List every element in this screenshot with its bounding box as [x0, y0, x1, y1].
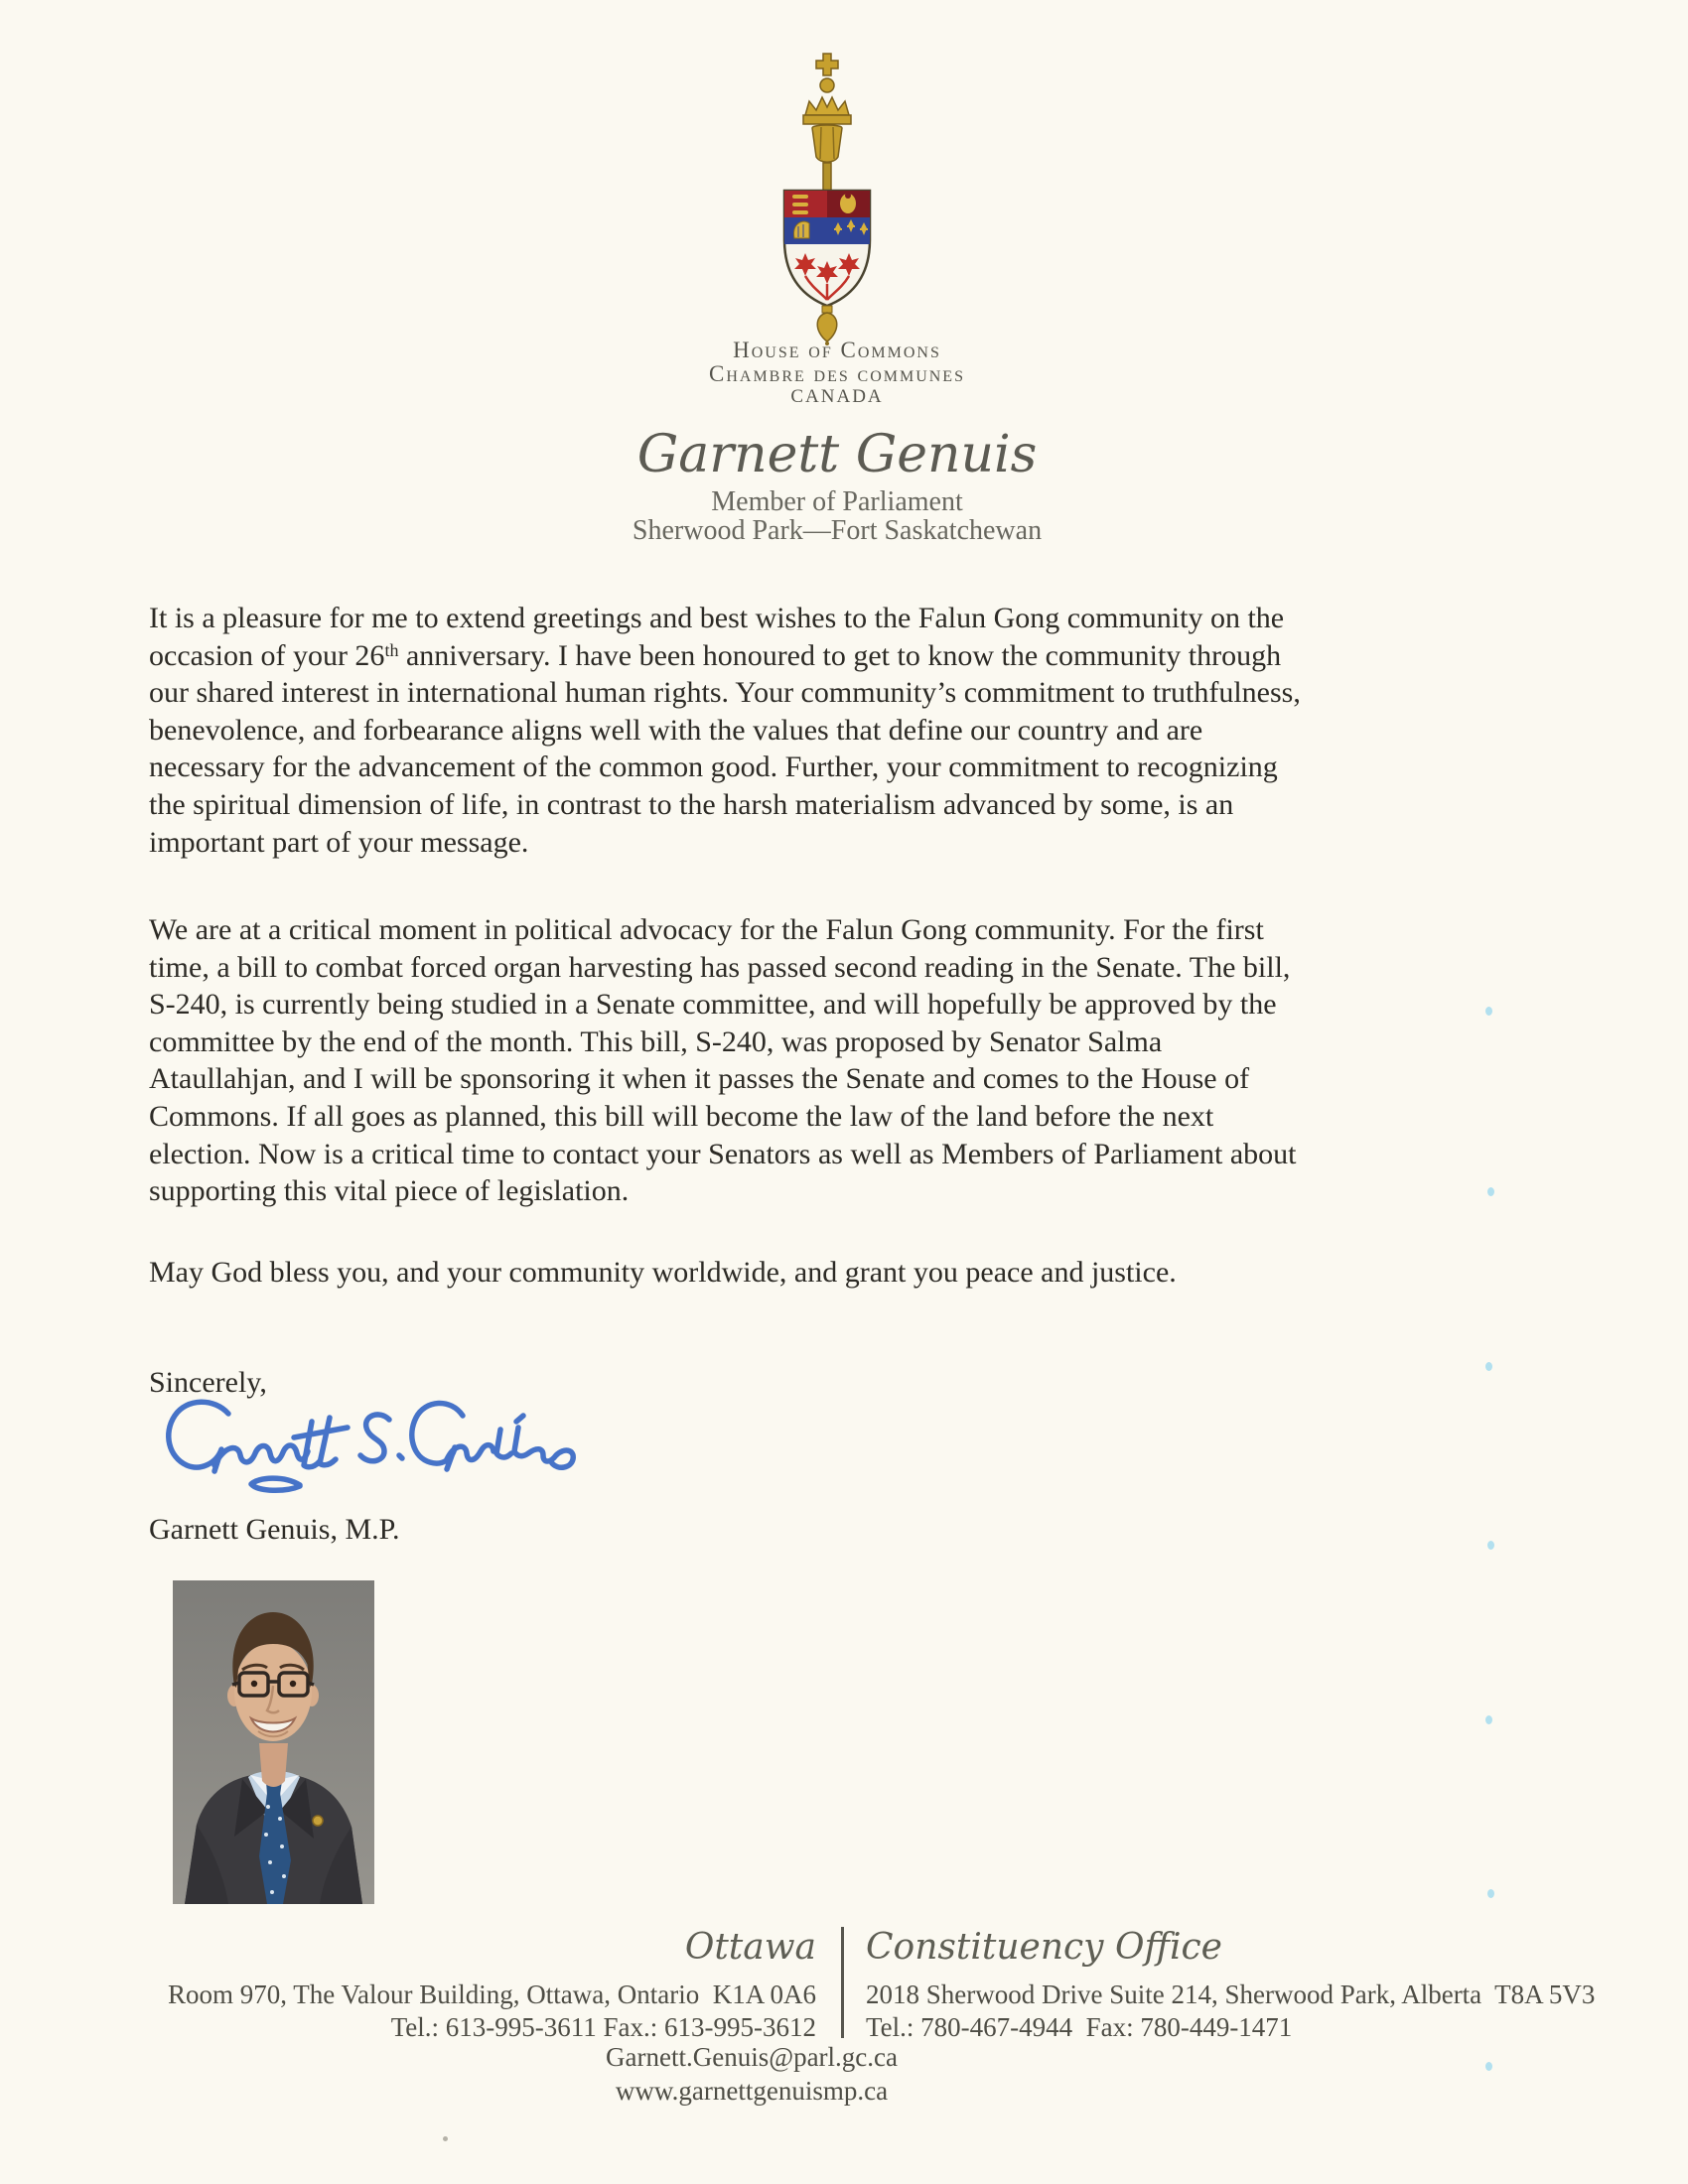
body-text-line: time, a bill to combat forced organ harvesting has passed second reading in the Senate. The bill, — [149, 950, 1291, 984]
member-name: Garnett Genuis — [636, 425, 1038, 484]
footer-divider — [841, 1927, 844, 2038]
website-url: www.garnettgenuismp.ca — [615, 2076, 889, 2106]
handwritten-signature — [155, 1392, 604, 1511]
scan-speck — [1485, 2062, 1492, 2071]
body-text-line: Ataullahjan, and I will be sponsoring it when it passes the Senate and comes to the House of — [149, 1062, 1250, 1096]
ottawa-office-phones: Tel.: 613-995-3611 Fax.: 613-995-3612 — [390, 2012, 816, 2042]
letterhead-organization — [0, 339, 1674, 408]
house-of-commons-crest-icon — [774, 50, 880, 345]
body-text-line: committee by the end of the month. This bill, S-240, was proposed by Senator Salma — [149, 1024, 1163, 1058]
body-text-line: Commons. If all goes as planned, this bill will become the law of the land before the next — [149, 1099, 1214, 1133]
ottawa-office-heading: Ottawa — [684, 1927, 816, 1968]
member-riding: Sherwood Park—Fort Saskatchewan — [632, 515, 1043, 546]
letter-paragraph-2 — [149, 911, 1297, 1210]
body-text-line: It is a pleasure for me to extend greetings and best wishes to the Falun Gong community on the — [149, 602, 1285, 634]
signed-name: Garnett Genuis, M.P. — [149, 1513, 400, 1546]
member-title: Member of Parliament — [711, 486, 963, 517]
constituency-office-heading: Constituency Office — [866, 1927, 1222, 1968]
org-name-english: House of Commons — [733, 338, 941, 362]
closing-salutation: Sincerely, — [149, 1366, 267, 1399]
body-text-line: our shared interest in international human rights. Your community’s commitment to truthfulness, — [149, 676, 1301, 710]
scan-speck — [1487, 1541, 1494, 1550]
body-text-line: the spiritual dimension of life, in contrast to the harsh materialism advanced by some, is an — [149, 787, 1234, 821]
body-text-line: necessary for the advancement of the common good. Further, your commitment to recognizing — [149, 751, 1278, 784]
body-text-line: May God bless you, and your community worldwide, and grant you peace and justice. — [149, 1256, 1177, 1289]
email-address: Garnett.Genuis@parl.gc.ca — [606, 2042, 898, 2072]
org-country: CANADA — [790, 386, 884, 407]
letter-paragraph-1 — [149, 600, 1301, 861]
body-text-line: benevolence, and forbearance aligns well with the values that define our country and are — [149, 713, 1203, 747]
ottawa-office-address: Room 970, The Valour Building, Ottawa, Ontario K1A 0A6 — [168, 1979, 816, 2009]
body-text-line: We are at a critical moment in political advocacy for the Falun Gong community. For the first — [149, 913, 1264, 946]
member-portrait-photo — [173, 1580, 374, 1904]
org-name-french: Chambre des communes — [709, 361, 965, 386]
scan-speck — [1487, 1889, 1494, 1898]
scan-speck — [443, 2136, 448, 2141]
scan-speck — [1485, 1007, 1492, 1016]
constituency-office-address: 2018 Sherwood Drive Suite 214, Sherwood Park, Alberta T8A 5V3 — [866, 1979, 1596, 2009]
body-text-line: S-240, is currently being studied in a Senate committee, and will hopefully be approved by the — [149, 988, 1277, 1022]
scan-speck — [1485, 1715, 1492, 1724]
scan-speck — [1487, 1187, 1494, 1196]
body-text-line: election. Now is a critical time to contact your Senators as well as Members of Parliament about — [149, 1137, 1297, 1170]
body-text-line: supporting this vital piece of legislation. — [149, 1174, 630, 1208]
body-text-line: occasion of your 26th anniversary. I have been honoured to get to know the community through — [149, 638, 1282, 672]
scan-speck — [1485, 1362, 1492, 1371]
body-text-line: important part of your message. — [149, 825, 529, 859]
constituency-office-phones: Tel.: 780-467-4944 Fax: 780-449-1471 — [866, 2012, 1293, 2042]
letter-paragraph-3 — [149, 1254, 1177, 1292]
